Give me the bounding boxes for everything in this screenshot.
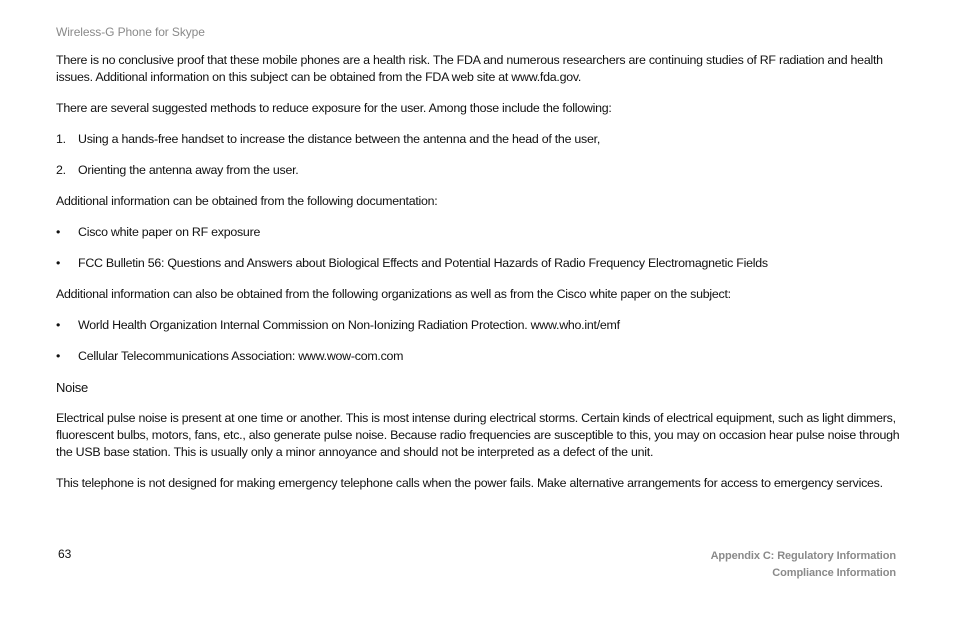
bullet-item-cisco: [56, 224, 901, 241]
page-number: 63: [58, 547, 72, 561]
list-item-text: Cellular Telecommunications Association: www.wow-com.com: [78, 349, 404, 363]
list-marker: 1.: [56, 132, 66, 146]
numbered-item-1: [56, 131, 901, 148]
list-item-text: FCC Bulletin 56: Questions and Answers about Biological Effects and Potential Hazards of Radio Frequency Electromagnetic Fields: [78, 256, 768, 270]
bullet-item-cta: [56, 348, 901, 365]
bullet-marker: •: [56, 349, 61, 363]
footer-section-info: [711, 548, 896, 582]
bullet-marker: •: [56, 318, 61, 332]
paragraph-fda: There is no conclusive proof that these mobile phones are a health risk. The FDA and numerous researchers are continuing studies of RF radiation and health issues. Additional information on this subject can be obtained from the FDA web site at www.fda.gov.: [56, 53, 883, 84]
list-marker: 2.: [56, 163, 66, 177]
section-heading-noise: Noise: [56, 380, 88, 395]
paragraph-emergency: This telephone is not designed for making emergency telephone calls when the power fails. Make alternative arrangements for access to emergency services.: [56, 476, 883, 490]
bullet-marker: •: [56, 256, 61, 270]
paragraph-methods: There are several suggested methods to reduce exposure for the user. Among those include the following:: [56, 101, 612, 115]
list-item-text: Cisco white paper on RF exposure: [78, 225, 261, 239]
page-body: [56, 52, 901, 492]
paragraph-noise: Electrical pulse noise is present at one time or another. This is most intense during electrical storms. Certain kinds of electrical equipment, such as light dimmers, fluorescent bulbs, motors, fans, etc., also generate pulse noise. Because radio frequencies are susceptible to this, you may on occasion hear pulse noise through the USB base station. This is usually only a minor annoyance and should not be interpreted as a defect of the unit.: [56, 411, 900, 459]
bullet-item-fcc: [56, 255, 901, 272]
footer-subsection: Compliance Information: [772, 567, 896, 579]
paragraph-documentation: Additional information can be obtained from the following documentation:: [56, 194, 438, 208]
paragraph-organizations: Additional information can also be obtained from the following organizations as well as from the Cisco white paper on the subject:: [56, 287, 731, 301]
numbered-item-2: [56, 162, 901, 179]
bullet-marker: •: [56, 225, 61, 239]
bullet-item-who: [56, 317, 901, 334]
list-item-text: World Health Organization Internal Commission on Non-Ionizing Radiation Protection. www.who.int/emf: [78, 318, 620, 332]
running-header: Wireless-G Phone for Skype: [56, 25, 205, 39]
list-item-text: Using a hands-free handset to increase the distance between the antenna and the head of the user,: [78, 132, 601, 146]
footer-section: Appendix C: Regulatory Information: [710, 550, 896, 562]
list-item-text: Orienting the antenna away from the user.: [78, 163, 299, 177]
